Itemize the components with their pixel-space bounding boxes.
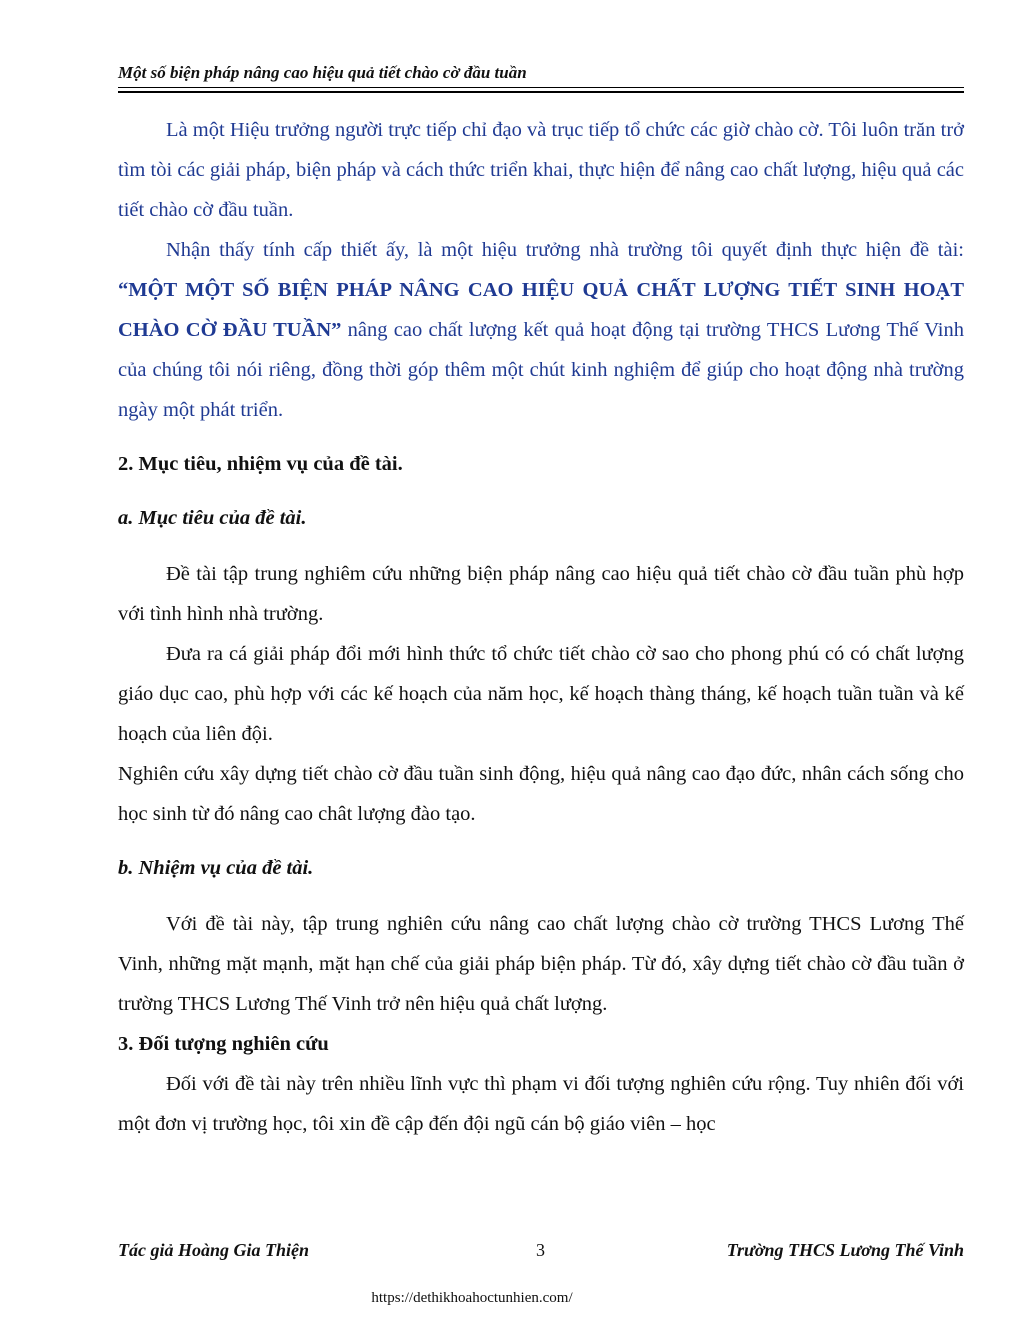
paragraph-goal-2: Đưa ra cá giải pháp đổi mới hình thức tổ chức tiết chào cờ sao cho phong phú có có chất lượng giáo dục cao, phù hợp với các kế hoạch của năm học, kế hoạch thàng tháng, kế hoạch tuần tuần và kế hoạch của liên đội.	[118, 643, 964, 745]
paragraph-intro: Là một Hiệu trưởng người trực tiếp chỉ đạo và trục tiếp tổ chức các giờ chào cờ. Tôi luôn trăn trở tìm tòi các giải pháp, biện pháp và cách thức triển khai, thực hiện để nâng cao chất lượng, hiệu quả các tiết chào cờ đầu tuần.	[118, 119, 964, 221]
subsection-heading-a: a. Mục tiêu của đề tài.	[118, 507, 307, 529]
header-rule-thin	[118, 87, 964, 88]
section-heading-3: 3. Đối tượng nghiên cứu	[118, 1033, 329, 1055]
document-body	[118, 110, 964, 1144]
page-footer	[118, 1240, 964, 1266]
source-url[interactable]: https://dethikhoahoctunhien.com/	[371, 1290, 573, 1306]
footer-author: Tác giả Hoàng Gia Thiện	[118, 1240, 310, 1260]
paragraph-goal-3: Nghiên cứu xây dựng tiết chào cờ đầu tuần sinh động, hiệu quả nâng cao đạo đức, nhân cách sống cho học sinh từ đó nâng cao chât lượng đào tạo.	[118, 763, 964, 825]
header-rule-thick	[118, 91, 964, 93]
paragraph-topic	[118, 230, 964, 430]
topic-title: “MỘT MỘT SỐ BIỆN PHÁP NÂNG CAO HIỆU QUẢ CHẤT LƯỢNG TIẾT SINH HOẠT CHÀO CỜ ĐẦU TUẦN”	[118, 279, 964, 341]
paragraph-task: Với đề tài này, tập trung nghiên cứu nâng cao chất lượng chào cờ trường THCS Lương Thế Vinh, những mặt mạnh, mặt hạn chế của giải pháp biện pháp. Từ đó, xây dựng tiết chào cờ đầu tuần ở trường THCS Lương Thế Vinh trở nên hiệu quả chất lượng.	[118, 913, 964, 1015]
paragraph-subject: Đối với đề tài này trên nhiều lĩnh vực thì phạm vi đối tượng nghiên cứu rộng. Tuy nhiên đối với một đơn vị trường học, tôi xin đề cập đến đội ngũ cán bộ giáo viên – học	[118, 1073, 964, 1135]
page-number: 3	[536, 1240, 545, 1260]
paragraph-goal-1: Đề tài tập trung nghiêm cứu những biện pháp nâng cao hiệu quả tiết chào cờ đầu tuần phù hợp với tình hình nhà trường.	[118, 563, 964, 625]
paragraph-topic-tail: nâng cao chất lượng kết quả hoạt động tại trường THCS Lương Thế Vinh của chúng tôi nói riêng, đồng thời góp thêm một chút kinh nghiệm để giúp cho hoạt động nhà trường ngày một phát triển.	[118, 319, 964, 421]
paragraph-topic-lead: Nhận thấy tính cấp thiết ấy, là một hiệu trưởng nhà trường tôi quyết định thực hiện đề tài:	[166, 239, 964, 261]
subsection-heading-b: b. Nhiệm vụ của đề tài.	[118, 857, 314, 879]
page-header-title: Một số biện pháp nâng cao hiệu quả tiết chào cờ đầu tuần	[118, 63, 527, 82]
section-heading-2: 2. Mục tiêu, nhiệm vụ của đề tài.	[118, 453, 403, 475]
footer-school: Trường THCS Lương Thế Vinh	[726, 1240, 964, 1260]
